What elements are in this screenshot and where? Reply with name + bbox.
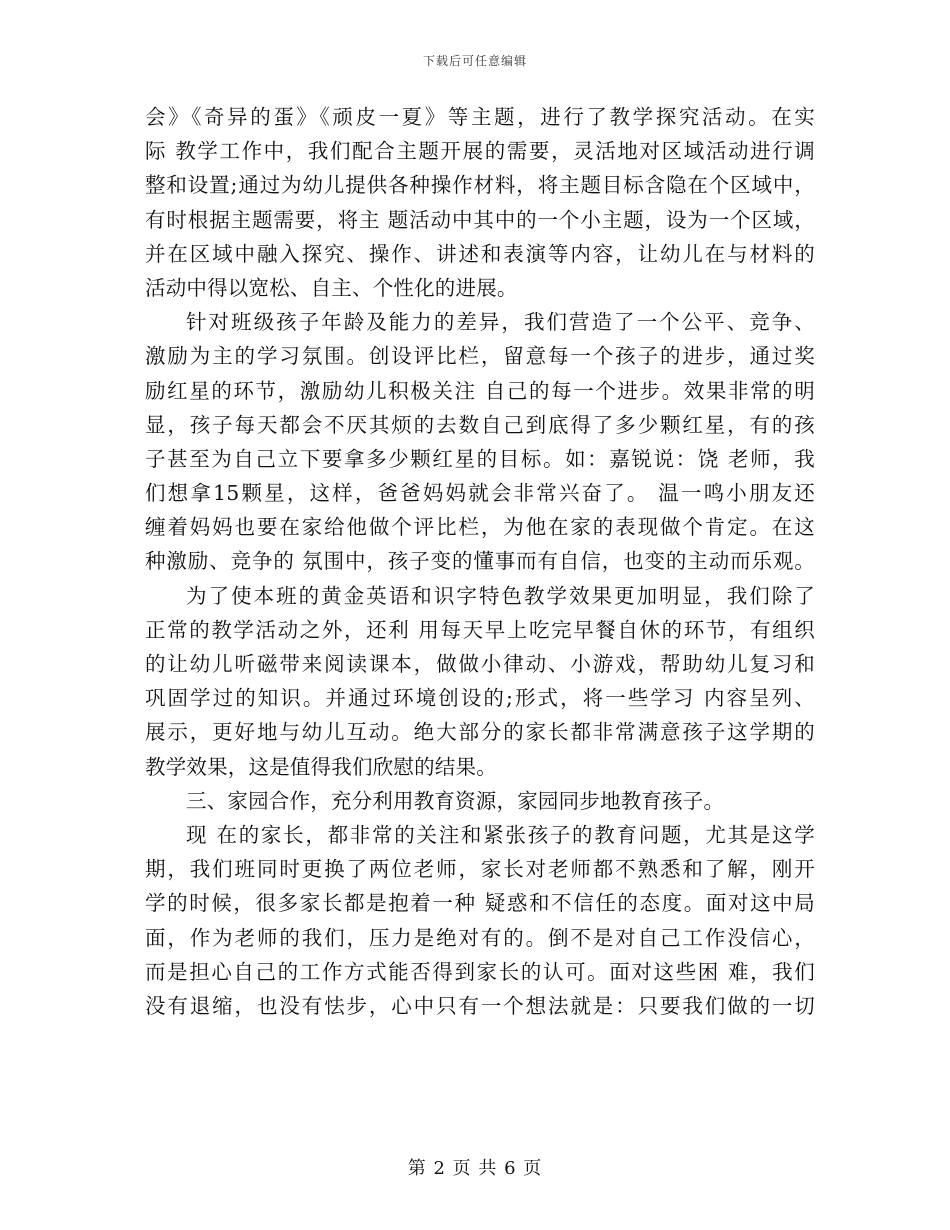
page-number: 第 2 页 共 6 页 — [407, 1158, 543, 1179]
text-line: 子甚至为自己立下要拿多少颗红星的目标。如：嘉锐说：饶 老师，我 — [145, 446, 815, 471]
text-line: 际 教学工作中，我们配合主题开展的需要，灵活地对区域活动进行调 — [145, 139, 815, 164]
text-line: 针对班级孩子年龄及能力的差异，我们营造了一个公平、竞争、 — [186, 310, 815, 335]
body-text — [145, 100, 815, 1023]
text-line: 教学效果，这是值得我们欣慰的结果。 — [145, 754, 497, 779]
text-line: 活动中得以宽松、自主、个性化的进展。 — [145, 275, 518, 300]
page-header: 下载后可任意编辑 — [422, 54, 527, 68]
text-line: 种激励、竞争的 氛围中，孩子变的懂事而有自信，也变的主动而乐观。 — [145, 549, 815, 574]
text-line: 会》《奇异的蛋》《顽皮一夏》等主题，进行了教学探究活动。在实 — [145, 105, 815, 129]
text-line: 而是担心自己的工作方式能否得到家长的认可。面对这些困 难，我们 — [145, 959, 815, 984]
text-line: 们想拿15颗星，这样，爸爸妈妈就会非常兴奋了。 温一鸣小朋友还 — [145, 481, 815, 506]
text-line: 的让幼儿听磁带来阅读课本，做做小律动、小游戏，帮助幼儿复习和 — [145, 652, 815, 676]
text-line: 学的时候，很多家长都是抱着一种 疑惑和不信任的态度。面对这中局 — [145, 891, 815, 916]
text-line: 正常的教学活动之外，还利 用每天早上吃完早餐自休的环节，有组织 — [145, 617, 815, 642]
text-line: 巩固学过的知识。并通过环境创设的;形式，将一些学习 内容呈列、 — [145, 686, 815, 711]
text-line: 整和设置;通过为幼儿提供各种操作材料，将主题目标含隐在个区域中， — [145, 173, 815, 198]
text-line: 激励为主的学习氛围。创设评比栏，留意每一个孩子的进步，通过奖 — [145, 344, 815, 369]
text-line: 现 在的家长，都非常的关注和紧张孩子的教育问题，尤其是这学 — [186, 822, 815, 847]
text-line: 励红星的环节，激励幼儿积极关注 自己的每一个进步。效果非常的明 — [145, 378, 815, 403]
section-heading: 三、家园合作，充分利用教育资源，家园同步地教育孩子。 — [186, 788, 725, 813]
text-line: 为了使本班的黄金英语和识字特色教学效果更加明显，我们除了 — [186, 583, 815, 608]
text-line: 有时根据主题需要，将主 题活动中其中的一个小主题，设为一个区域， — [145, 207, 815, 232]
text-line: 并在区域中融入探究、操作、讲述和表演等内容，让幼儿在与材料的 — [145, 241, 815, 266]
text-line: 缠着妈妈也要在家给他做个评比栏，为他在家的表现做个肯定。在这 — [145, 515, 815, 540]
text-line: 面，作为老师的我们，压力是绝对有的。倒不是对自己工作没信心， — [145, 925, 815, 950]
text-line: 期，我们班同时更换了两位老师，家长对老师都不熟悉和了解，刚开 — [145, 857, 815, 882]
text-line: 显，孩子每天都会不厌其烦的去数自己到底得了多少颗红星，有的孩 — [145, 412, 815, 437]
text-line: 展示，更好地与幼儿互动。绝大部分的家长都非常满意孩子这学期的 — [145, 720, 815, 745]
text-line: 没有退缩，也没有怯步，心中只有一个想法就是：只要我们做的一切 — [145, 993, 815, 1018]
